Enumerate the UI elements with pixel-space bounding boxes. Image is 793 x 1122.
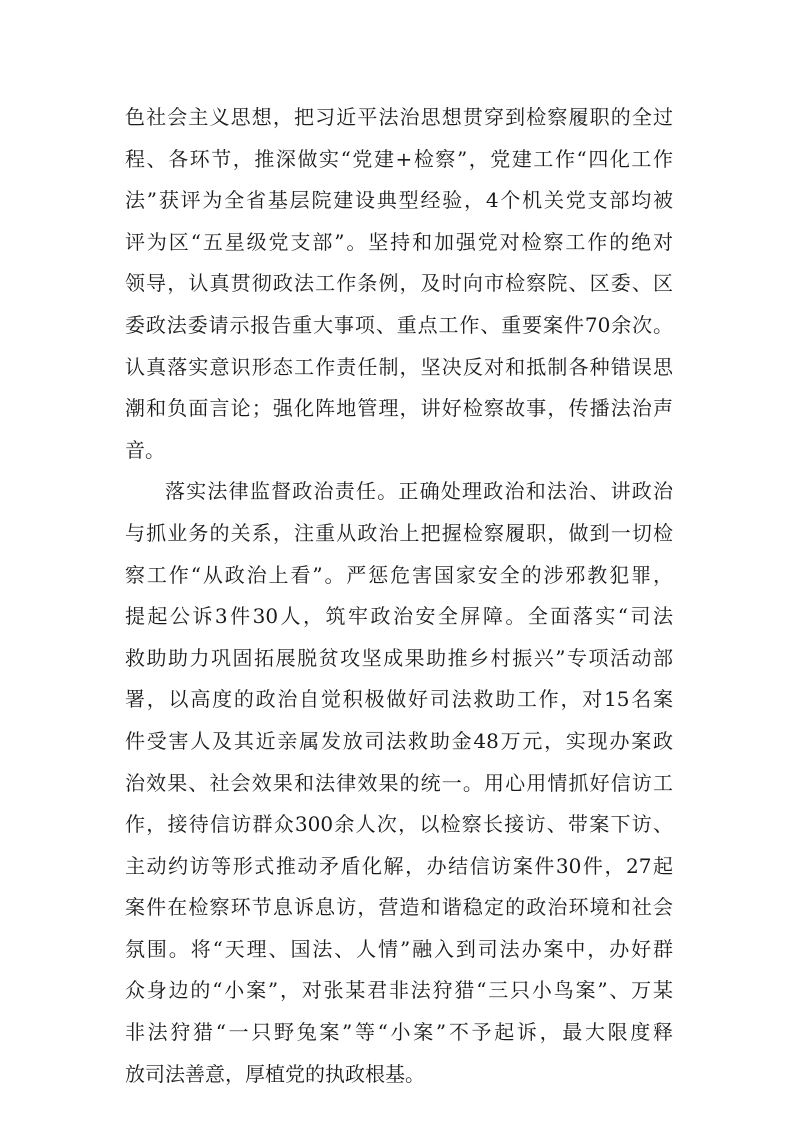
text-line: 作，接待信访群众300余人次，以检察长接访、带案下访、: [125, 812, 673, 837]
text-line: 法”获评为全省基层院建设典型经验，4个机关党支部均被: [125, 188, 673, 213]
text-line: 察工作“从政治上看”。严惩危害国家安全的涉邪教犯罪，: [125, 562, 673, 587]
text-line: 评为区“五星级党支部”。坚持和加强党对检察工作的绝对: [125, 229, 673, 254]
paragraph-legal-supervision: [125, 471, 673, 1095]
text-line: 潮和负面言论；强化阵地管理，讲好检察故事，传播法治声: [125, 396, 673, 421]
text-line: 署，以高度的政治自觉积极做好司法救助工作，对15名案: [125, 687, 673, 712]
text-line: 众身边的“小案”，对张某君非法狩猎“三只小鸟案”、万某: [125, 978, 673, 1003]
text-line: 领导，认真贯彻政法工作条例，及时向市检察院、区委、区: [125, 271, 673, 296]
text-line: 氛围。将“天理、国法、人情”融入到司法办案中，办好群: [125, 936, 673, 961]
text-line: 主动约访等形式推动矛盾化解，办结信访案件30件，27起: [125, 853, 673, 878]
text-line: 落实法律监督政治责任。正确处理政治和法治、讲政治: [165, 479, 673, 504]
text-line: 案件在检察环节息诉息访，营造和谐稳定的政治环境和社会: [125, 895, 673, 920]
text-line: 与抓业务的关系，注重从政治上把握检察履职，做到一切检: [125, 520, 673, 545]
paragraph-party-building: [125, 97, 673, 471]
text-line: 治效果、社会效果和法律效果的统一。用心用情抓好信访工: [125, 770, 673, 795]
text-line: 救助助力巩固拓展脱贫攻坚成果助推乡村振兴”专项活动部: [125, 645, 673, 670]
text-line: 委政法委请示报告重大事项、重点工作、重要案件70余次。: [125, 312, 673, 337]
text-line: 认真落实意识形态工作责任制，坚决反对和抵制各种错误思: [125, 354, 673, 379]
text-line: 音。: [125, 437, 165, 462]
text-line: 提起公诉3件30人，筑牢政治安全屏障。全面落实“司法: [125, 604, 673, 629]
text-line: 件受害人及其近亲属发放司法救助金48万元，实现办案政: [125, 728, 673, 753]
text-line: 程、各环节，推深做实“党建+检察”，党建工作“四化工作: [125, 146, 673, 171]
text-line: 色社会主义思想，把习近平法治思想贯穿到检察履职的全过: [125, 105, 673, 129]
text-line: 非法狩猎“一只野兔案”等“小案”不予起诉，最大限度释: [125, 1020, 673, 1045]
text-line: 放司法善意，厚植党的执政根基。: [125, 1061, 425, 1086]
document-body: [125, 97, 673, 1095]
